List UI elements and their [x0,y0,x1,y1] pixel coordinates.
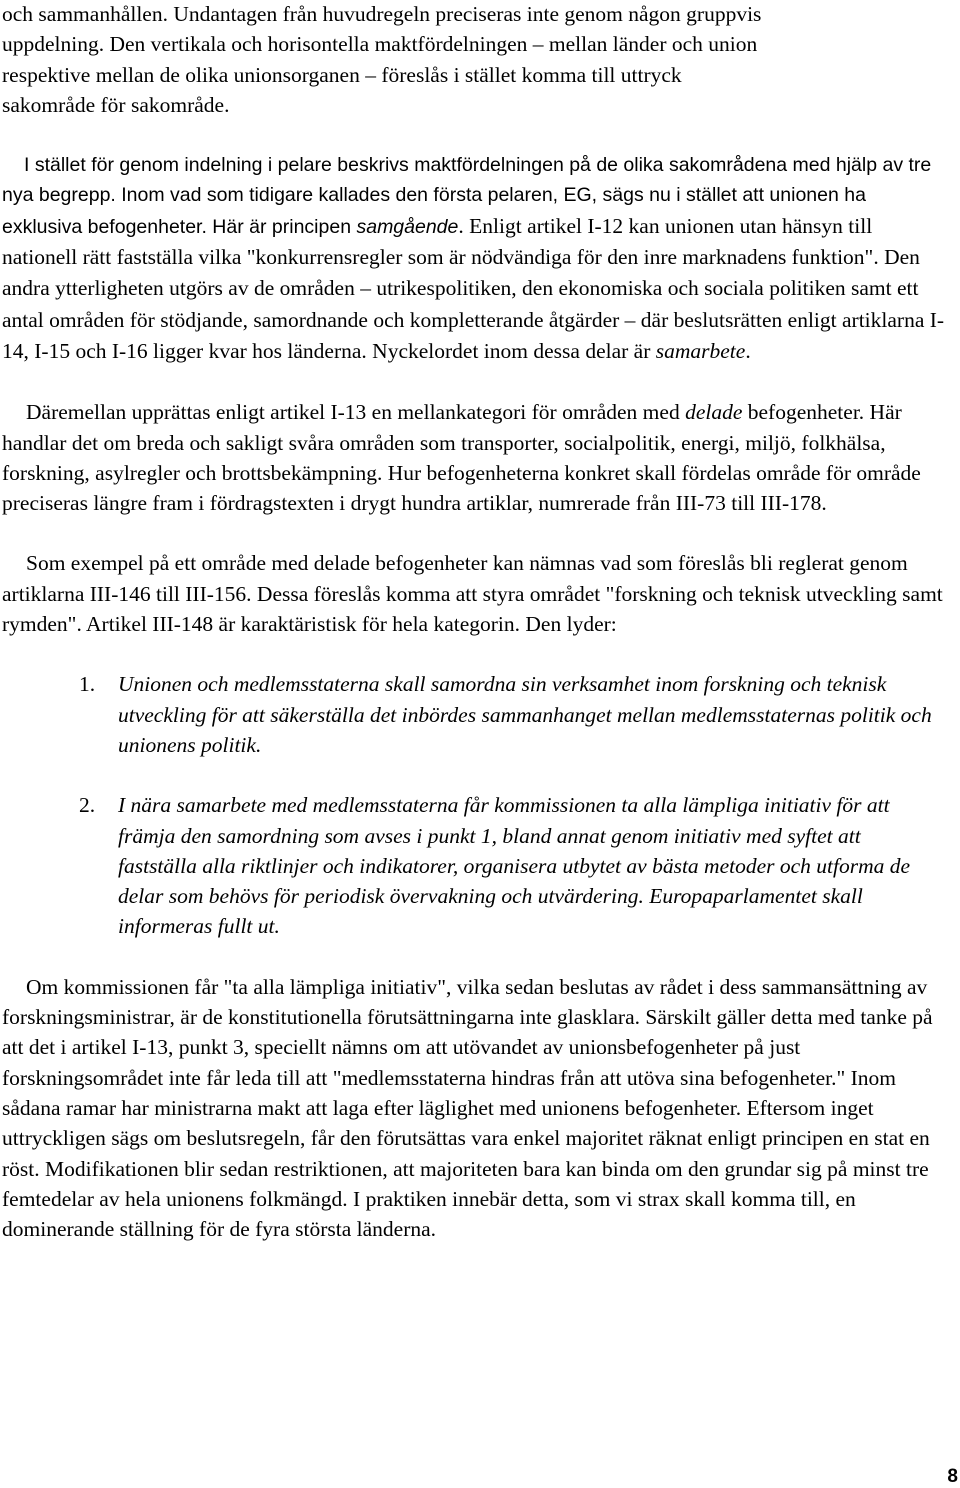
article-quote [2,669,950,941]
term-samarbete: samarbete [655,338,746,363]
term-delade: delade [685,400,743,425]
intro-line: sakområde för sakområde. [2,92,230,117]
quote-text: I nära samarbete med medlemsstaterna får kommissionen ta alla lämpliga initiativ för att främja den samordning som avses i punkt 1, bland annat genom initiativ med syftet att fastställa alla riktlinjer och indikatorer, organisera utbytet av bästa metoder och utforma de delar som behövs för periodisk övervakning och utvärdering. Europaparlamentet skall informeras fullt ut. [118,793,911,939]
pillars-text: I stället för genom indelning i pelare beskrivs maktfördelningen på de olika sakområdena med hjälp av tre nya begrepp. [2,154,932,207]
paragraph-shared-competences [2,397,950,518]
paragraph-pillars [2,150,950,367]
paragraph-intro [2,0,950,120]
paragraph-closing [2,972,950,1245]
quote-number: 2. [79,793,96,818]
pillars-text: . Enligt artikel I-12 kan unionen utan hänsyn till nationell rätt fastställa vilka "konkurrensregler som är nödvändiga för den inre marknadens funktion". [2,213,879,270]
term-samgaende: samgående [356,215,459,238]
page-number: 8 [947,1466,958,1487]
shared-text: Däremellan upprättas enligt artikel I-13 en mellankategori för områden med [26,400,686,425]
quote-number: 1. [79,672,96,697]
shared-text: befogenheter. Här handlar det om breda och sakligt svåra områden som transporter, socialpolitik, energi, miljö, folkhälsa, forskning, asylregler och brottsbekämpning. Hur befogenheterna konkret skall fördelas område för område preciseras längre fram i fördragstexten i drygt hundra artiklar, numrerade från III-73 till III-178. [2,400,921,516]
intro-line: och sammanhållen. Undantagen från huvudregeln preciseras inte genom någon gruppvis [2,2,762,26]
intro-line: respektive mellan de olika unionsorganen – föreslås i stället komma till uttryck [2,62,682,87]
pillars-text: Inom vad som tidigare kallades den första pelaren, EG, sägs nu i stället att unionen ha exklusiva befogenheter. Här är principen [2,184,866,238]
example-text: Som exempel på ett område med delade befogenheter kan nämnas vad som föreslås bli reglerat genom artiklarna III-146 till III-156. Dessa föreslås komma att styra området "forskning och teknisk utveckling samt rymden". Artikel III-148 är karaktäristisk för hela kategorin. Den lyder: [2,551,943,637]
quote-item [2,669,950,760]
closing-text: Om kommissionen får "ta alla lämpliga initiativ", vilka sedan beslutas av rådet i dess sammansättning av forskningsministrar, är de konstitutionella förutsättningarna inte glasklara. Särskilt gäller detta med tanke på att det i artikel I-13, punkt 3, speciellt nämns om att utövandet av unionsbefogenheter på just forskningsområdet inte får leda till att "medlemsstaterna hindras från att utöva sina befogenheter." Inom sådana ramar har ministrarna makt att laga efter läglighet med unionens befogenheter. Eftersom inget uttryckligen sägs om beslutsregeln, får den förutsättas vara enkel majoritet räknat enligt principen en stat en röst. Modifikationen blir sedan restriktionen, att majoriteten bara kan binda om den grundar sig på minst tre femtedelar av hela unionens folkmängd. I praktiken innebär detta, som vi strax skall komma till, en dominerande ställning för de fyra största länderna. [2,974,933,1242]
quote-item [2,790,950,941]
pillars-text: Den andra ytterligheten utgörs av de områden – utrikespolitiken, den ekonomiska och sociala politiken samt ett antal områden för stödjande, samordnande och kompletterande åtgärder – där beslutsrätten enligt artiklarna I-14, I-15 och I-16 ligger kvar hos länderna. Nyckelordet inom dessa delar är [2,245,945,363]
intro-line: uppdelning. Den vertikala och horisontella maktfördelningen – mellan länder och union [2,32,758,57]
quote-text: Unionen och medlemsstaterna skall samordna sin verksamhet inom forskning och teknisk utveckling för att säkerställa det inbördes sammanhanget mellan medlemsstaternas politik och unionens politik. [118,672,932,757]
document-page [2,0,950,1274]
pillars-text: . [745,338,751,363]
paragraph-example [2,548,950,639]
